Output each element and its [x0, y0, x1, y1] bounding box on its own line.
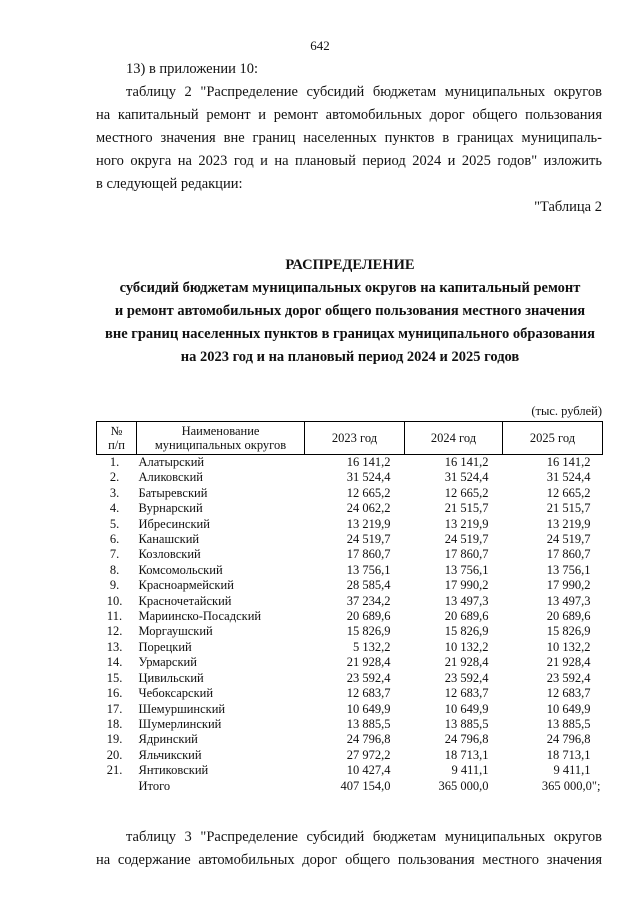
header-2025: 2025 год: [503, 422, 603, 455]
row-value-2023: 16 141,2: [346, 455, 391, 469]
distribution-table: [96, 421, 603, 794]
row-value-2023: 28 585,4: [346, 578, 391, 593]
table-row: [97, 594, 603, 609]
row-value-2024: 10 132,2: [444, 639, 489, 654]
row-value-2024: 21 928,4: [444, 655, 489, 670]
row-value-2025: 21 928,4: [546, 655, 591, 670]
header-2023: 2023 год: [305, 422, 405, 455]
row-value-2025: 10 649,9: [546, 701, 591, 716]
table-row: [97, 702, 603, 717]
table-header-row: [97, 422, 603, 455]
row-value-2024: 21 515,7: [444, 501, 489, 516]
header-2024: 2024 год: [405, 422, 503, 455]
row-value-2025: 24 519,7: [546, 532, 591, 547]
row-value-2025: 21 515,7: [546, 501, 591, 516]
outro-line-2: на содержание автомобильных дорог общего пользования местного значения: [96, 852, 602, 868]
row-value-2024: 10 649,9: [444, 701, 489, 716]
row-value-2023: 13 885,5: [346, 716, 391, 731]
row-value-2023: 24 062,2: [346, 501, 391, 516]
row-value-2023: 20 689,6: [346, 609, 391, 624]
intro-line-4: ного округа на 2023 год и на плановый период 2024 и 2025 годов" изложить: [96, 153, 602, 169]
row-district-name: Чебоксарский: [138, 686, 214, 701]
row-value-2023: 10 649,9: [346, 701, 391, 716]
row-value-2024: 12 683,7: [444, 686, 489, 701]
row-value-2023: 12 665,2: [346, 485, 391, 500]
row-value-2025: 23 592,4: [546, 670, 591, 685]
row-value-2024: 24 796,8: [444, 732, 489, 747]
row-value-2025: 17 990,2: [546, 578, 591, 593]
row-value-2023: 13 756,1: [346, 562, 391, 577]
row-value-2025: 15 826,9: [546, 624, 591, 639]
row-number: 17.: [106, 701, 123, 716]
table-row: [97, 671, 603, 686]
table-row: [97, 501, 603, 516]
row-value-2023: 13 219,9: [346, 516, 391, 531]
table-row: [97, 686, 603, 701]
row-value-2023: 27 972,2: [346, 747, 391, 762]
row-value-2024: 9 411,1: [451, 763, 489, 778]
row-district-name: Ибресинский: [138, 516, 210, 531]
units-label: (тыс. рублей): [531, 404, 602, 418]
row-value-2023: 12 683,7: [346, 686, 391, 701]
row-value-2023: 24 796,8: [346, 732, 391, 747]
row-number: 12.: [106, 624, 123, 639]
table-row: [97, 578, 603, 593]
total-label: Итого: [138, 778, 171, 793]
row-value-2023: 15 826,9: [346, 624, 391, 639]
table-row: [97, 748, 603, 763]
row-value-2025: 12 683,7: [546, 686, 591, 701]
row-district-name: Козловский: [138, 547, 201, 562]
row-district-name: Яльчикский: [138, 747, 202, 762]
table-row: [97, 717, 603, 732]
row-value-2023: 10 427,4: [346, 763, 391, 778]
row-district-name: Моргаушский: [138, 624, 213, 639]
row-value-2025: 16 141,2: [546, 455, 591, 469]
row-number: 3.: [109, 485, 120, 500]
page-number: 642: [310, 38, 330, 53]
row-number: 9.: [109, 578, 120, 593]
row-district-name: Цивильский: [138, 670, 204, 685]
table-row: [97, 732, 603, 747]
row-value-2024: 31 524,4: [444, 470, 489, 485]
row-value-2023: 5 132,2: [353, 639, 391, 654]
row-value-2025: 13 756,1: [546, 562, 591, 577]
row-number: 4.: [109, 501, 120, 516]
row-number: 21.: [106, 763, 123, 778]
row-district-name: Канашский: [138, 532, 200, 547]
row-number: 14.: [106, 655, 123, 670]
intro-line-3: местного значения вне границ населенных пунктов в границах муниципаль-: [96, 130, 602, 146]
row-value-2025: 17 860,7: [546, 547, 591, 562]
intro-line-1: таблицу 2 "Распределение субсидий бюджетам муниципальных округов: [126, 84, 602, 100]
total-2024: 365 000,0: [438, 778, 489, 793]
row-number: 16.: [106, 686, 123, 701]
row-value-2024: 17 990,2: [444, 578, 489, 593]
row-value-2025: 9 411,1: [553, 763, 591, 778]
table-row: [97, 532, 603, 547]
row-number: 7.: [109, 547, 120, 562]
row-number: 10.: [106, 593, 123, 608]
heading-line-2: и ремонт автомобильных дорог общего пользования местного значения: [114, 303, 586, 319]
header-number-line1: №: [110, 424, 123, 438]
row-value-2024: 17 860,7: [444, 547, 489, 562]
intro-item: 13) в приложении 10:: [126, 61, 259, 77]
row-value-2024: 13 219,9: [444, 516, 489, 531]
row-value-2024: 15 826,9: [444, 624, 489, 639]
row-value-2024: 24 519,7: [444, 532, 489, 547]
row-value-2025: 20 689,6: [546, 609, 591, 624]
table-row: [97, 624, 603, 639]
row-district-name: Янтиковский: [138, 763, 209, 778]
row-district-name: Вурнарский: [138, 501, 203, 516]
row-number: 18.: [106, 716, 123, 731]
document-heading: [60, 254, 640, 369]
row-value-2023: 37 234,2: [346, 593, 391, 608]
table-row: [97, 470, 603, 485]
row-value-2025: 12 665,2: [546, 485, 591, 500]
total-2023: 407 154,0: [340, 778, 391, 793]
row-value-2024: 13 497,3: [444, 593, 489, 608]
table-row: [97, 609, 603, 624]
row-number: 11.: [106, 609, 123, 624]
table-row: [97, 486, 603, 501]
row-number: 19.: [106, 732, 123, 747]
row-value-2025: 13 497,3: [546, 593, 591, 608]
header-name-line1: Наименование: [181, 424, 260, 438]
row-value-2025: 13 885,5: [546, 716, 591, 731]
intro-line-2: на капитальный ремонт и ремонт автомобильных дорог общего пользования: [96, 107, 602, 123]
row-value-2024: 13 756,1: [444, 562, 489, 577]
row-value-2023: 21 928,4: [346, 655, 391, 670]
header-name-line2: муниципальных округов: [154, 438, 287, 452]
row-value-2024: 12 665,2: [444, 485, 489, 500]
row-value-2025: 18 713,1: [546, 747, 591, 762]
row-district-name: Урмарский: [138, 655, 197, 670]
intro-paragraph: [96, 58, 602, 219]
row-value-2023: 17 860,7: [346, 547, 391, 562]
intro-line-5: в следующей редакции:: [96, 176, 243, 192]
heading-line-3: вне границ населенных пунктов в границах муниципального образования: [105, 326, 595, 342]
table-total-row: [97, 779, 603, 794]
table-reference: "Таблица 2: [534, 199, 602, 215]
heading-title: РАСПРЕДЕЛЕНИЕ: [285, 257, 415, 273]
row-number: 2.: [109, 470, 120, 485]
row-district-name: Мариинско-Посадский: [138, 609, 262, 624]
row-value-2025: 24 796,8: [546, 732, 591, 747]
table-row: [97, 455, 603, 471]
row-district-name: Батыревский: [138, 485, 208, 500]
row-value-2025: 13 219,9: [546, 516, 591, 531]
header-name: [137, 422, 305, 455]
row-value-2025: 10 132,2: [546, 639, 591, 654]
row-number: 8.: [109, 562, 120, 577]
table-row: [97, 640, 603, 655]
row-district-name: Аликовский: [138, 470, 203, 485]
total-number-cell: [97, 779, 137, 794]
table-row: [97, 655, 603, 670]
header-number-line2: п/п: [108, 438, 125, 452]
table-row: [97, 517, 603, 532]
outro-line-1: таблицу 3 "Распределение субсидий бюджетам муниципальных округов: [126, 829, 602, 845]
row-number: 13.: [106, 639, 123, 654]
row-district-name: Шумерлинский: [138, 716, 222, 731]
row-district-name: Красноармейский: [138, 578, 234, 593]
row-value-2024: 23 592,4: [444, 670, 489, 685]
header-number: [97, 422, 137, 455]
row-value-2024: 18 713,1: [444, 747, 489, 762]
row-number: 20.: [106, 747, 123, 762]
outro-paragraph: [96, 826, 602, 872]
table-row: [97, 563, 603, 578]
row-district-name: Ядринский: [138, 732, 198, 747]
row-number: 6.: [109, 532, 120, 547]
row-value-2024: 20 689,6: [444, 609, 489, 624]
row-district-name: Алатырский: [138, 455, 205, 469]
row-number: 1.: [109, 455, 120, 469]
row-district-name: Порецкий: [138, 639, 192, 654]
heading-line-4: на 2023 год и на плановый период 2024 и 2025 годов: [180, 349, 520, 365]
row-district-name: Шемуршинский: [138, 701, 226, 716]
row-value-2023: 24 519,7: [346, 532, 391, 547]
row-district-name: Комсомольский: [138, 562, 223, 577]
row-value-2023: 23 592,4: [346, 670, 391, 685]
row-value-2025: 31 524,4: [546, 470, 591, 485]
row-district-name: Красночетайский: [138, 593, 232, 608]
heading-line-1: субсидий бюджетам муниципальных округов на капитальный ремонт: [119, 280, 581, 296]
total-2025: 365 000,0";: [541, 778, 601, 793]
table-body: [97, 455, 603, 794]
row-value-2024: 13 885,5: [444, 716, 489, 731]
row-value-2023: 31 524,4: [346, 470, 391, 485]
table-row: [97, 763, 603, 778]
row-number: 5.: [109, 516, 120, 531]
table-row: [97, 547, 603, 562]
row-value-2024: 16 141,2: [444, 455, 489, 469]
row-number: 15.: [106, 670, 123, 685]
